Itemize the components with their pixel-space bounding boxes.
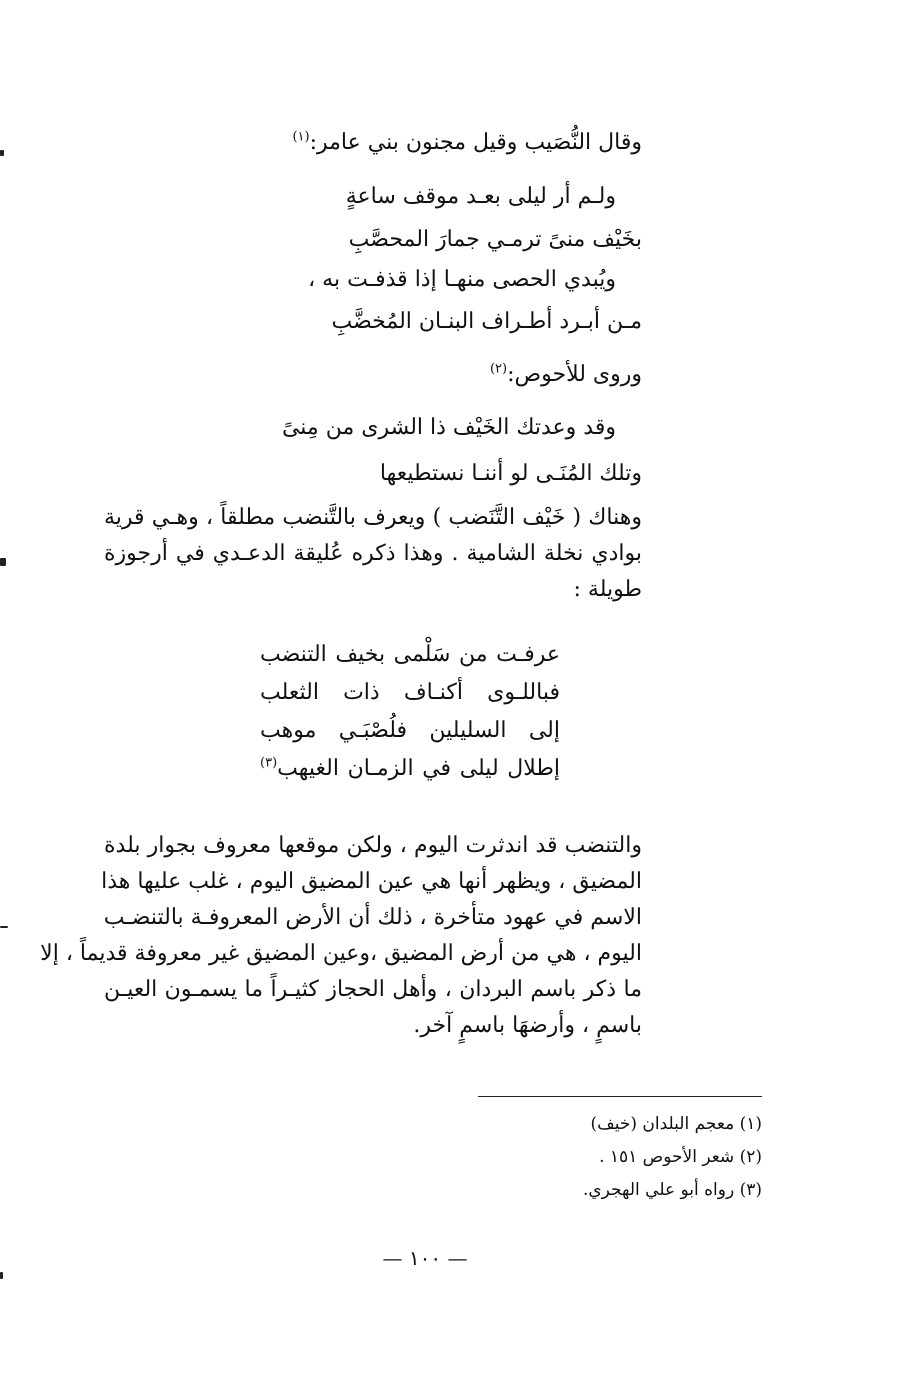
verse-line: بخَيْف منىً ترمـي جمارَ المحصَّبِ [348,227,642,252]
scan-speck [0,926,8,928]
paragraph-tanadub: وهناك ( خَيْف التَّنَضب ) ويعرف بالتَّنضب مطلقاً ، وهـي قرية بوادي نخلة الشامية . وهذا ذكره عُليقة الدعـدي في أرجوزة طويلة : [104,505,642,602]
verse-line: وقد وعدتك الخَيْف ذا الشرى من مِنىً [281,415,616,440]
scan-speck [0,1272,3,1279]
paragraph-line: باسمٍ ، وأرضهَا باسمٍ آخر. [413,1013,642,1038]
rajaz-poem [260,636,560,788]
verse-line: وتلك المُنَـى لو أننـا نستطيعها [379,461,642,486]
poem-intro-nusayb [82,125,642,161]
footnote-divider [478,1096,762,1097]
intro-text: وقال النُّصَيب وقيل مجنون بني عامر: [309,130,642,155]
scan-speck [0,150,4,156]
paragraph-line: الاسم في عهود متأخرة ، ذلك أن الأرض المعروفـة بالتنضـب [103,905,642,930]
footnote-2: (٢) شعر الأحوص ١٥١ . [599,1147,762,1167]
footnote-3: (٣) رواه أبو علي الهجري. [582,1180,762,1200]
page-number [0,1246,910,1270]
footnote-ref-1: (١) [292,129,310,145]
verse-line: ويُبدي الحصى منهـا إذا قذفـت به ، [308,267,616,292]
footnote-1: (١) معجم البلدان (خيف) [590,1114,762,1134]
footnote-ref-2: (٢) [489,361,508,377]
paragraph-line: اليوم ، هي من أرض المضيق ،وعين المضيق غير معروفة قديماً ، إلا [40,941,642,966]
paragraph-line: والتنضب قد اندثرت اليوم ، ولكن موقعها معروف بجوار بلدة [104,833,642,858]
footnote-ref-3: (٣) [260,755,278,771]
rajaz-line: عرفـت من سَلْمى بخيف التنضب [260,642,560,667]
paragraph-line: المضيق ، ويظهر أنها هي عين المضيق اليوم ، غلب عليها هذا [101,869,642,894]
paragraph-line: ما ذكر باسم البردان ، وأهل الحجاز كثيـراً ما يسمـون العيـن [104,977,642,1002]
verse-line: مـن أبـرد أطـراف البنـان المُخضَّبِ [331,309,642,334]
intro-text: وروى للأحوص: [507,362,642,387]
verse-line: ولـم أر ليلى بعـد موقف ساعةٍ [345,184,616,209]
scan-speck [0,558,6,566]
rajaz-line: فباللـوى أكنـاف ذات الثعلب [260,680,560,705]
footnotes [362,1108,762,1207]
paragraph-madiq [40,828,642,1074]
rajaz-line: إلى السليلين فلُصْبَـي موهب [260,718,560,743]
page-number-text: — ١٠٠ — [382,1246,468,1270]
rajaz-line-text: إطلال ليلى في الزمـان الغيهب [277,756,560,781]
poem-intro-ahwas [82,357,642,393]
rajaz-line-last [260,750,560,788]
